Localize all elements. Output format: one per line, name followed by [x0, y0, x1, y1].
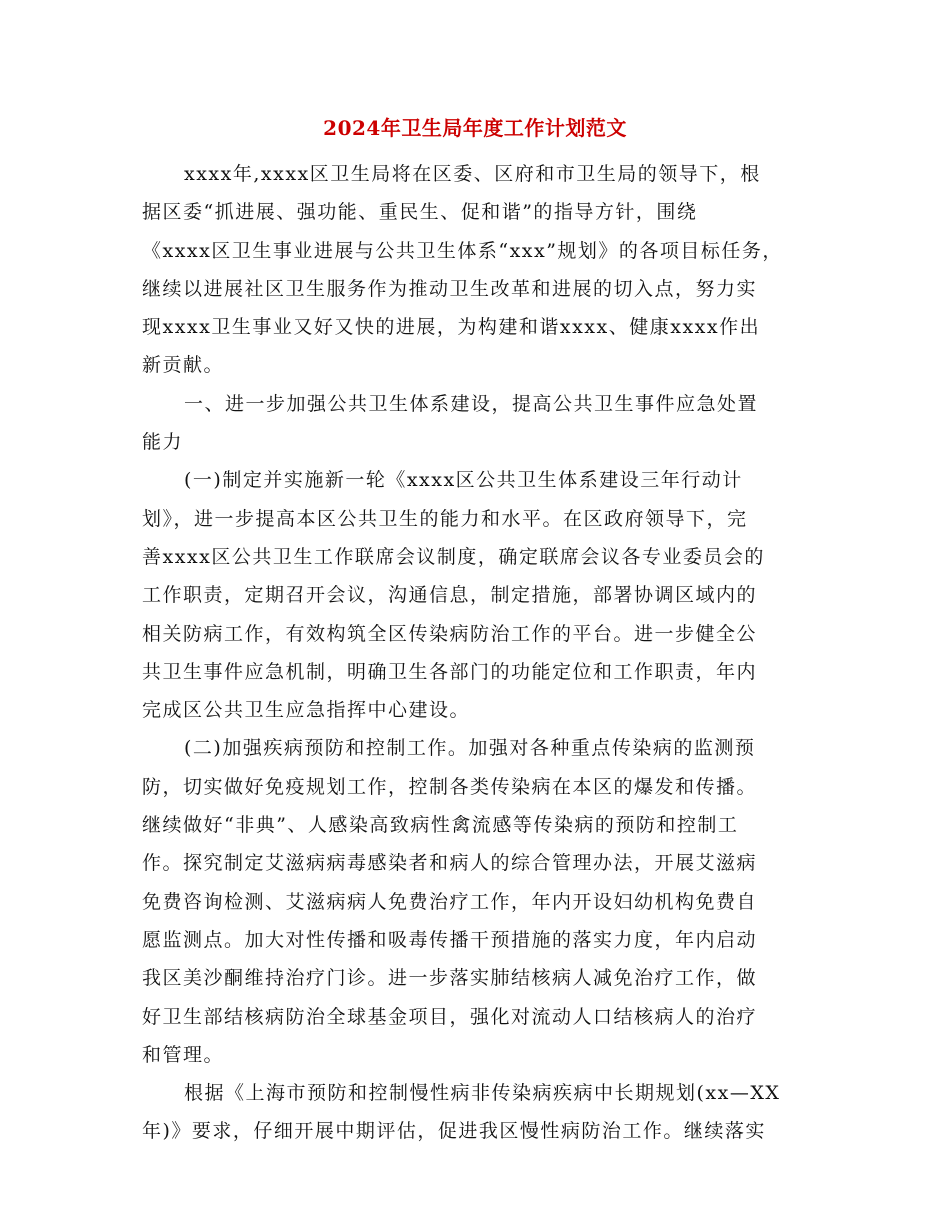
paragraph-line: (一)制定并实施新一轮《xxxx区公共卫生体系建设三年行动计 — [184, 469, 743, 492]
paragraph-line: 《xxxx区卫生事业进展与公共卫生体系“xxx”规划》的各项目标任务， — [142, 239, 783, 262]
paragraph-line: 免费咨询检测、艾滋病病人免费治疗工作，年内开设妇幼机构免费自 — [142, 890, 758, 913]
document-body — [142, 159, 822, 1155]
paragraph-line: 愿监测点。加大对性传播和吸毒传播干预措施的落实力度，年内启动 — [142, 928, 758, 951]
paragraph — [142, 389, 822, 466]
paragraph-line: 共卫生事件应急机制，明确卫生各部门的功能定位和工作职责，年内 — [142, 660, 758, 683]
paragraph-line: 据区委“抓进展、强功能、重民生、促和谐”的指导方针，围绕 — [142, 201, 698, 224]
paragraph-line: 现xxxx卫生事业又好又快的进展，为构建和谐xxxx、健康xxxx作出 — [142, 316, 761, 339]
paragraph — [142, 733, 822, 1078]
paragraph-line: 继续以进展社区卫生服务作为推动卫生改革和进展的切入点，努力实 — [142, 277, 758, 300]
paragraph-line: 好卫生部结核病防治全球基金项目，强化对流动人口结核病人的治疗 — [142, 1005, 758, 1028]
paragraph-line: (二)加强疾病预防和控制工作。加强对各种重点传染病的监测预 — [184, 737, 756, 760]
paragraph-line: 新贡献。 — [142, 354, 225, 377]
paragraph-line: 划》，进一步提高本区公共卫生的能力和水平。在区政府领导下，完 — [142, 507, 748, 530]
paragraph — [142, 159, 822, 389]
paragraph-line: 相关防病工作，有效构筑全区传染病防治工作的平台。进一步健全公 — [142, 622, 758, 645]
paragraph — [142, 1078, 822, 1155]
paragraph-line: 一、进一步加强公共卫生体系建设，提高公共卫生事件应急处置 — [184, 392, 759, 415]
paragraph-line: 工作职责，定期召开会议，沟通信息，制定措施，部署协调区域内的 — [142, 584, 758, 607]
paragraph-line: 年)》要求，仔细开展中期评估，促进我区慢性病防治工作。继续落实 — [142, 1120, 766, 1143]
paragraph-line: xxxx年,xxxx区卫生局将在区委、区府和市卫生局的领导下，根 — [184, 163, 761, 185]
paragraph-line: 防，切实做好免疫规划工作，控制各类传染病在本区的爆发和传播。 — [142, 775, 758, 798]
paragraph — [142, 465, 822, 733]
paragraph-line: 和管理。 — [142, 1043, 225, 1066]
document-title: 2024年卫生局年度工作计划范文 — [323, 116, 627, 140]
paragraph-line: 能力 — [142, 431, 184, 454]
paragraph-line: 我区美沙酮维持治疗门诊。进一步落实肺结核病人减免治疗工作，做 — [142, 967, 758, 990]
paragraph-line: 根据《上海市预防和控制慢性病非传染病疾病中长期规划(xx—XX — [184, 1082, 781, 1105]
paragraph-line: 善xxxx区公共卫生工作联席会议制度，确定联席会议各专业委员会的 — [142, 545, 765, 568]
paragraph-line: 作。探究制定艾滋病病毒感染者和病人的综合管理办法，开展艾滋病 — [142, 852, 758, 875]
paragraph-line: 完成区公共卫生应急指挥中心建设。 — [142, 699, 471, 722]
paragraph-line: 继续做好“非典”、人感染高致病性禽流感等传染病的预防和控制工 — [142, 814, 739, 837]
